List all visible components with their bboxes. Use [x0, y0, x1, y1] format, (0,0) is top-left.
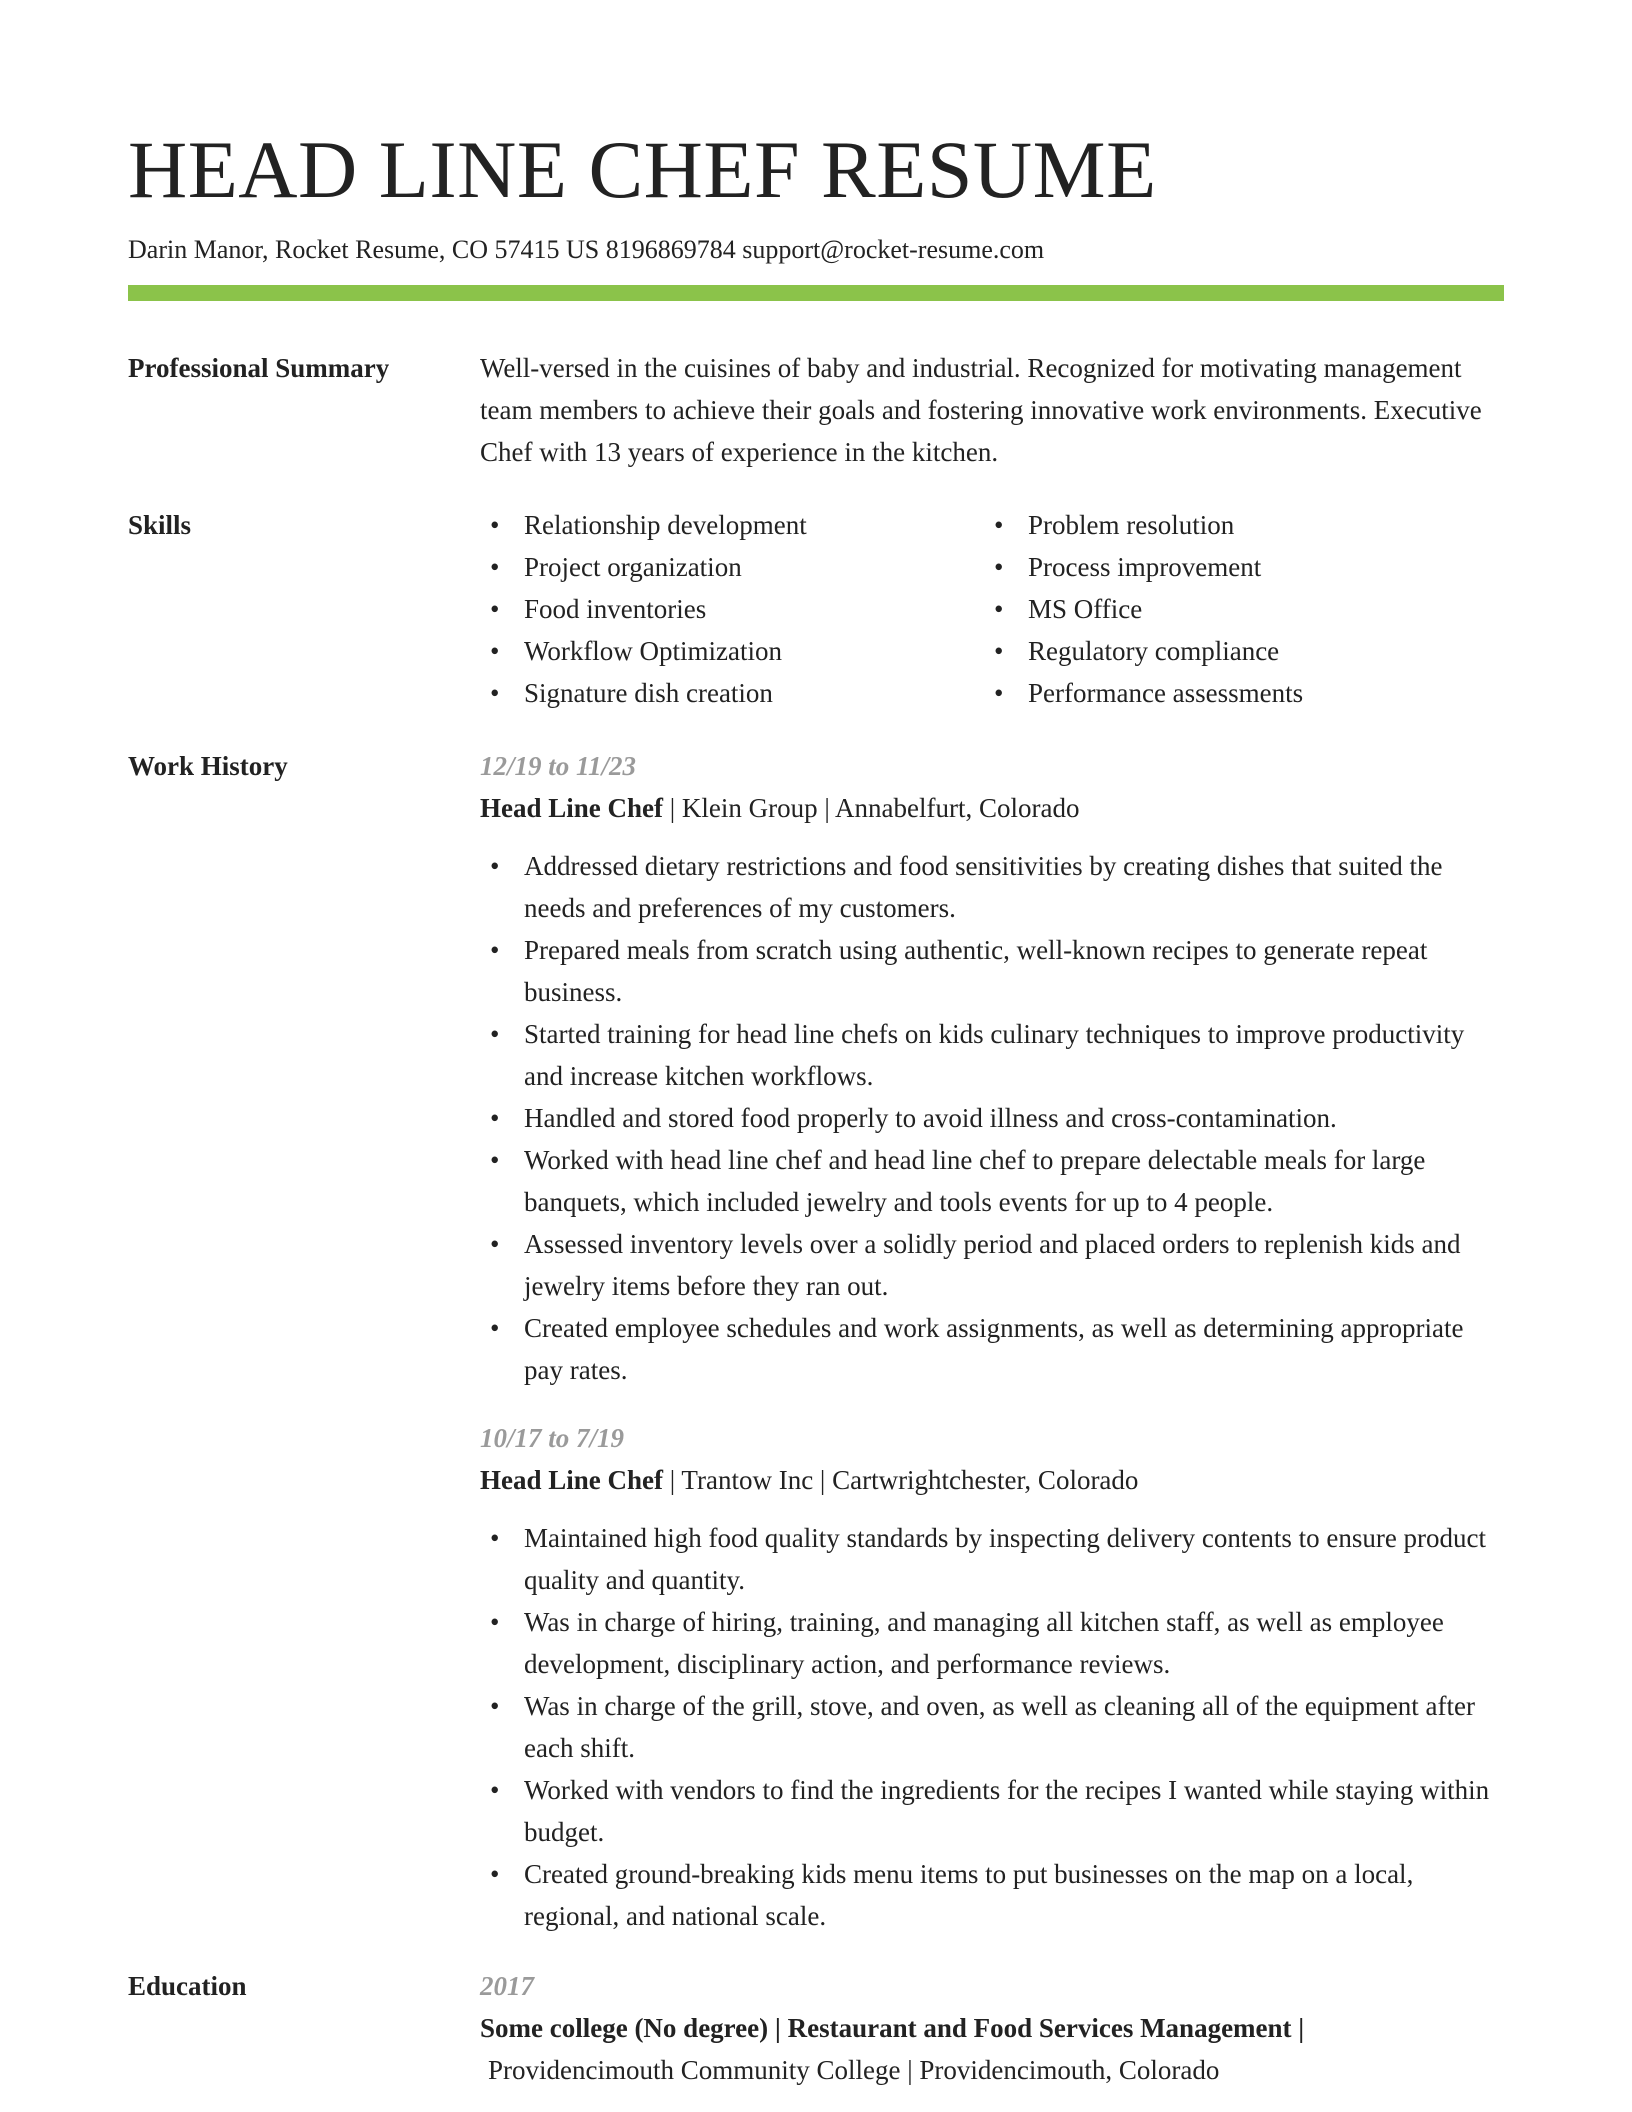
skills-column-2 — [984, 504, 1488, 714]
skill-item: • MS Office — [984, 588, 1488, 630]
job-entry-1 — [480, 745, 1504, 1391]
job-bullet: • Assessed inventory levels over a solidly period and placed orders to replenish kids and jewelry items before they ran out. — [480, 1223, 1504, 1307]
job-heading — [480, 787, 1504, 829]
skill-item: • Food inventories — [480, 588, 984, 630]
job-bullet: • Started training for head line chefs on kids culinary techniques to improve productivity and increase kitchen workflows. — [480, 1013, 1504, 1097]
skill-item: • Signature dish creation — [480, 672, 984, 714]
education-label: Education — [128, 1971, 247, 2001]
accent-divider — [128, 285, 1504, 301]
job-bullet: • Addressed dietary restrictions and food sensitivities by creating dishes that suited the needs and preferences of my customers. — [480, 845, 1504, 929]
job-bullet: • Worked with vendors to find the ingredients for the recipes I wanted while staying within budget. — [480, 1769, 1504, 1853]
skill-item: • Performance assessments — [984, 672, 1488, 714]
skills-column-1 — [480, 504, 984, 714]
summary-label: Professional Summary — [128, 353, 390, 383]
job-bullets — [480, 845, 1504, 1391]
skill-item: • Regulatory compliance — [984, 630, 1488, 672]
job-bullets — [480, 1517, 1504, 1937]
skill-item: • Relationship development — [480, 504, 984, 546]
resume-title: HEAD LINE CHEF RESUME — [128, 124, 1157, 215]
job-heading — [480, 1459, 1504, 1501]
skills-label: Skills — [128, 510, 192, 540]
skill-item: • Problem resolution — [984, 504, 1488, 546]
job-bullet: • Was in charge of hiring, training, and managing all kitchen staff, as well as employee development, disciplinary action, and performance reviews. — [480, 1601, 1504, 1685]
education-year: 2017 — [480, 1971, 534, 2001]
job-title: Head Line Chef — [480, 1465, 664, 1495]
job-bullet: • Created ground-breaking kids menu items to put businesses on the map on a local, regional, and national scale. — [480, 1853, 1504, 1937]
job-title: Head Line Chef — [480, 793, 664, 823]
job-employer: | Klein Group | Annabelfurt, Colorado — [663, 793, 1080, 823]
skills-list — [480, 504, 1504, 714]
job-bullet: • Was in charge of the grill, stove, and oven, as well as cleaning all of the equipment after each shift. — [480, 1685, 1504, 1769]
job-dates: 10/17 to 7/19 — [480, 1423, 625, 1453]
education-degree: Some college (No degree) | Restaurant and Food Services Management | — [480, 2013, 1305, 2043]
skill-item: • Process improvement — [984, 546, 1488, 588]
skill-item: • Workflow Optimization — [480, 630, 984, 672]
job-bullet: • Handled and stored food properly to avoid illness and cross-contamination. — [480, 1097, 1504, 1139]
job-entry-2 — [480, 1417, 1504, 1937]
job-bullet: • Prepared meals from scratch using authentic, well-known recipes to generate repeat business. — [480, 929, 1504, 1013]
job-employer: | Trantow Inc | Cartwrightchester, Colorado — [663, 1465, 1139, 1495]
job-bullet: • Worked with head line chef and head line chef to prepare delectable meals for large banquets, which included jewelry and tools events for up to 4 people. — [480, 1139, 1504, 1223]
job-dates: 12/19 to 11/23 — [480, 751, 637, 781]
job-bullet: • Created employee schedules and work assignments, as well as determining appropriate pay rates. — [480, 1307, 1504, 1391]
summary-text: Well-versed in the cuisines of baby and industrial. Recognized for motivating management team members to achieve their goals and fostering innovative work environments. Executive Chef with 13 years of experience in the kitchen. — [480, 353, 1482, 467]
skill-item: • Project organization — [480, 546, 984, 588]
education-school: Providencimouth Community College | Providencimouth, Colorado — [488, 2055, 1220, 2085]
contact-line: Darin Manor, Rocket Resume, CO 57415 US 8196869784 support@rocket-resume.com — [128, 235, 1045, 264]
work-history-label: Work History — [128, 751, 288, 781]
education-entry — [480, 1965, 1504, 2091]
job-bullet: • Maintained high food quality standards by inspecting delivery contents to ensure product quality and quantity. — [480, 1517, 1504, 1601]
